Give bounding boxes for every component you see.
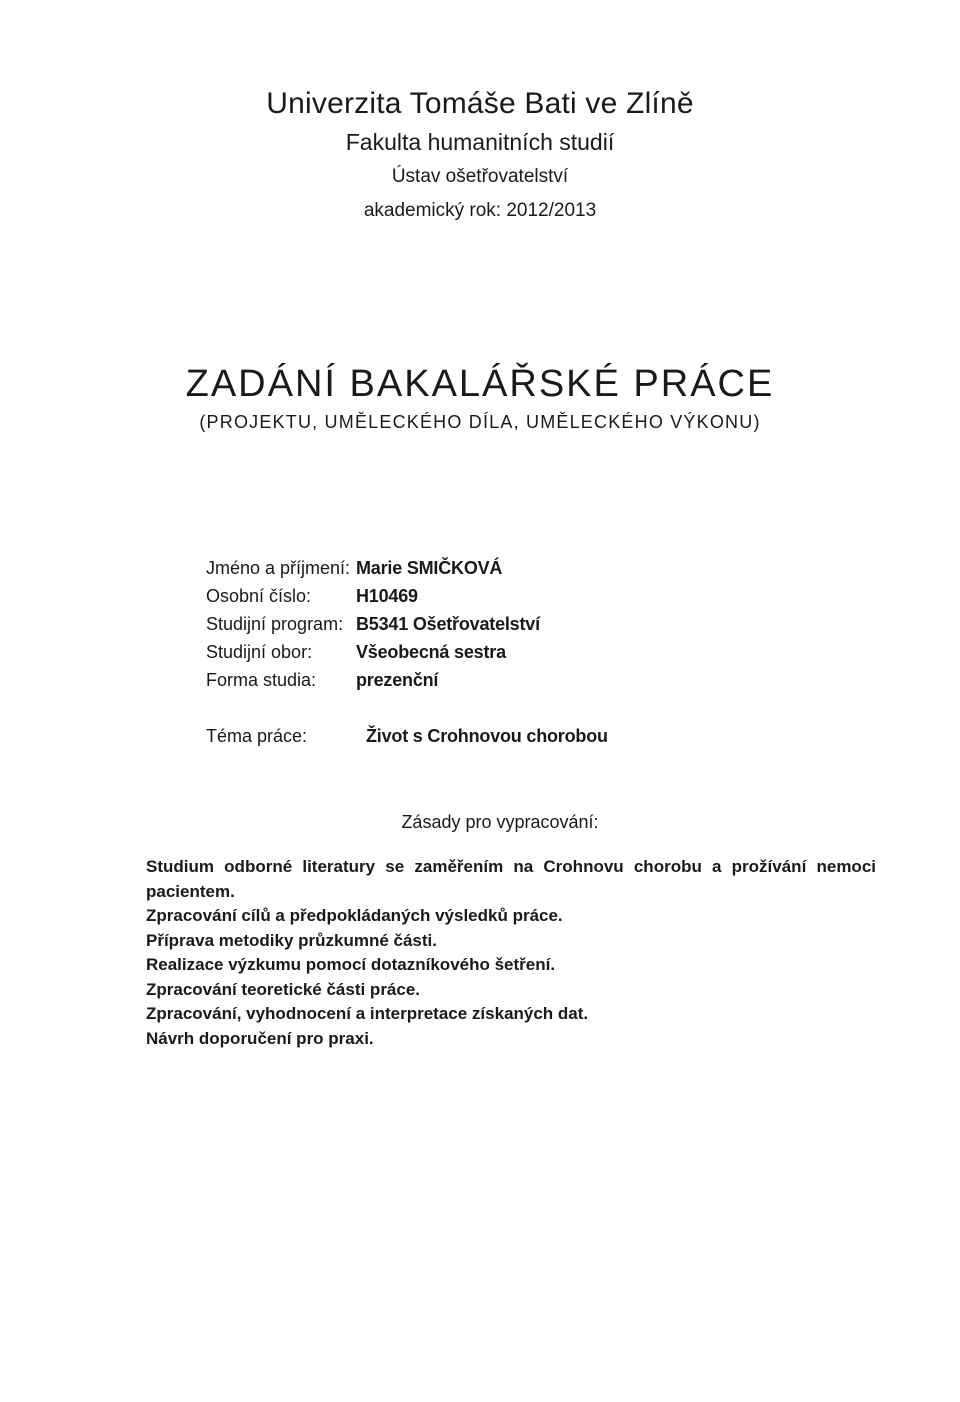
institute-name: Ústav ošetřovatelství xyxy=(391,166,569,187)
principle-item: Zpracování cílů a předpokládaných výsledků práce. xyxy=(146,906,563,925)
document-title: ZADÁNÍ BAKALÁŘSKÉ PRÁCE xyxy=(185,363,775,405)
thesis-topic xyxy=(206,722,806,750)
info-value: B5341 Ošetřovatelství xyxy=(356,614,540,634)
info-row-study-form xyxy=(206,666,806,694)
info-value: Všeobecná sestra xyxy=(356,642,506,662)
principle-item: Zpracování, vyhodnocení a interpretace získaných dat. xyxy=(146,1004,589,1023)
principles-list xyxy=(146,855,876,1051)
info-row-name xyxy=(206,554,806,582)
info-label: Jméno a příjmení: xyxy=(206,558,351,578)
info-label: Forma studia: xyxy=(206,670,317,690)
info-row-personal-number xyxy=(206,582,806,610)
info-value: Marie SMIČKOVÁ xyxy=(356,558,503,578)
document-header xyxy=(0,84,960,228)
info-row-study-program xyxy=(206,610,806,638)
principle-item: Realizace výzkumu pomocí dotazníkového šetření. xyxy=(146,955,556,974)
document-subtitle: (PROJEKTU, UMĚLECKÉHO DÍLA, UMĚLECKÉHO VÝKONU) xyxy=(199,412,761,432)
info-row-study-field xyxy=(206,638,806,666)
topic-label: Téma práce: xyxy=(206,726,308,746)
principle-item: Zpracování teoretické části práce. xyxy=(146,979,421,999)
info-value: prezenční xyxy=(356,670,439,690)
faculty-name: Fakulta humanitních studií xyxy=(345,129,615,155)
info-label: Studijní obor: xyxy=(206,642,313,662)
info-label: Osobní číslo: xyxy=(206,586,312,606)
info-label: Studijní program: xyxy=(206,614,344,634)
student-info xyxy=(206,554,806,694)
principles-heading: Zásady pro vypracování: xyxy=(401,812,599,832)
principle-item: Příprava metodiky průzkumné části. xyxy=(146,930,437,950)
principle-item: Návrh doporučení pro praxi. xyxy=(146,1028,374,1048)
topic-value: Život s Crohnovou chorobou xyxy=(366,726,608,746)
academic-year: akademický rok: 2012/2013 xyxy=(363,200,597,221)
university-name: Univerzita Tomáše Bati ve Zlíně xyxy=(266,87,694,120)
info-value: H10469 xyxy=(356,586,418,606)
principle-item: Studium odborné literatury se zaměřením na Crohnovu chorobu a prožívání nemoci pacientem. xyxy=(146,857,876,901)
title-block xyxy=(0,362,960,436)
